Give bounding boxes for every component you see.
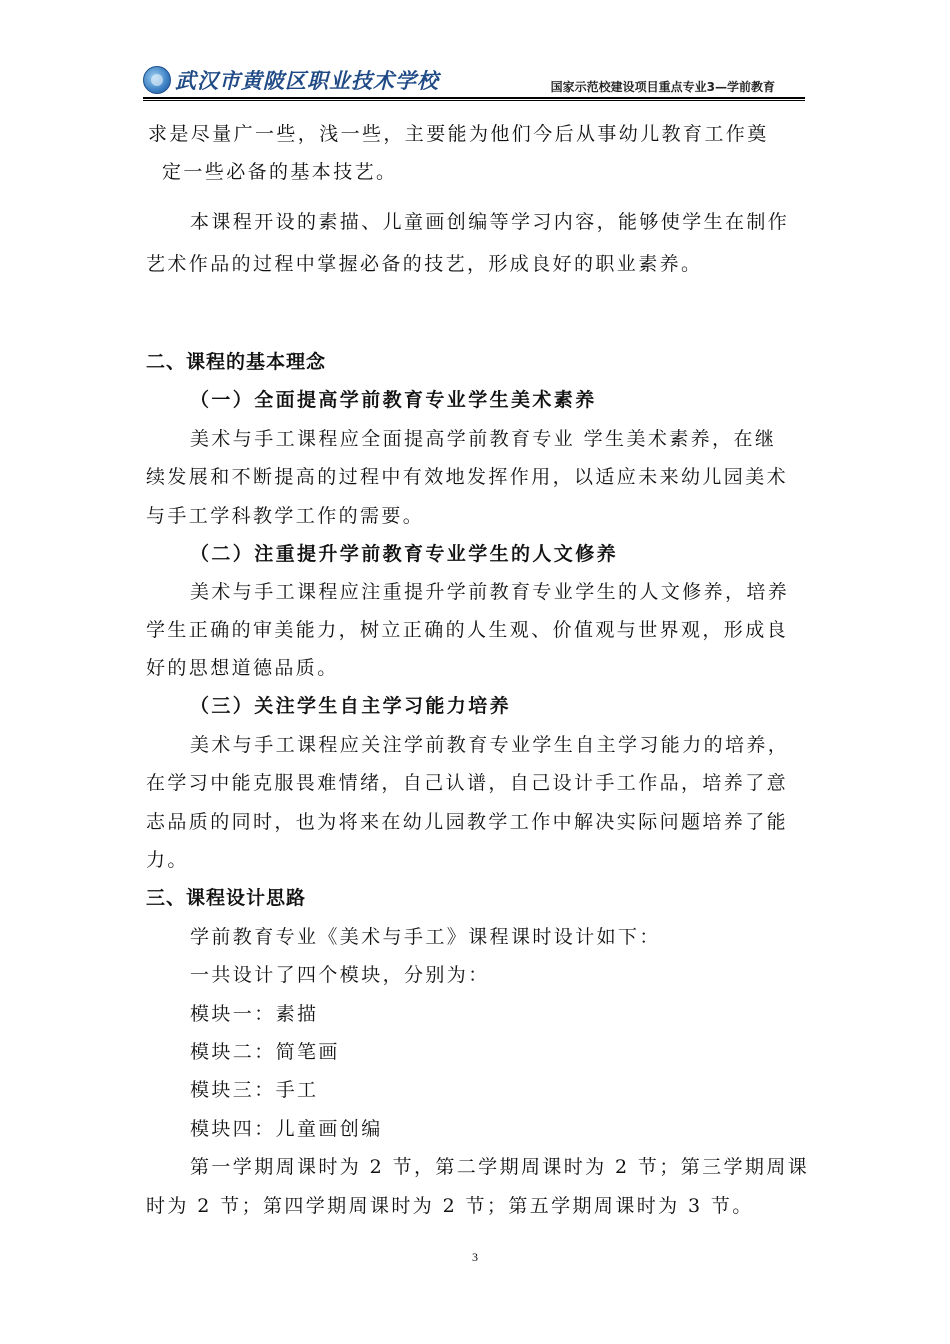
page-header: [143, 64, 805, 96]
paragraph-line: 一共设计了四个模块，分别为：: [190, 964, 490, 986]
paragraph-line: 本课程开设的素描、儿童画创编等学习内容，能够使学生在制作: [190, 211, 790, 233]
paragraph-line: 在学习中能克服畏难情绪，自己认谱，自己设计手工作品，培养了意: [146, 772, 789, 794]
header-project-title: 国家示范校建设项目重点专业3—学前教育: [550, 80, 775, 94]
paragraph-line: 时为 2 节；第四学期周课时为 2 节；第五学期周课时为 3 节。: [146, 1195, 754, 1217]
paragraph-line: 力。: [146, 849, 189, 871]
paragraph-line: 学生正确的审美能力，树立正确的人生观、价值观与世界观，形成良: [146, 619, 789, 641]
paragraph-line: 求是尽量广一些，浅一些，主要能为他们今后从事幼儿教育工作奠: [148, 123, 769, 145]
list-item: 模块三：手工: [190, 1079, 319, 1101]
paragraph-line: 志品质的同时，也为将来在幼儿园教学工作中解决实际问题培养了能: [146, 811, 789, 833]
subsection-heading: （二）注重提升学前教育专业学生的人文修养: [190, 543, 619, 565]
section-heading: 二、课程的基本理念: [146, 351, 327, 373]
header-rule: [143, 97, 805, 99]
paragraph-line: 好的思想道德品质。: [146, 657, 339, 679]
paragraph-line: 与手工学科教学工作的需要。: [146, 505, 425, 527]
paragraph-line: 美术与手工课程应关注学前教育专业学生自主学习能力的培养，: [190, 734, 790, 756]
list-item: 模块二：简笔画: [190, 1041, 340, 1063]
subsection-heading: （三）关注学生自主学习能力培养: [190, 695, 512, 717]
paragraph-line: 艺术作品的过程中掌握必备的技艺，形成良好的职业素养。: [146, 253, 703, 275]
list-item: 模块一：素描: [190, 1003, 319, 1025]
paragraph-line: 第一学期周课时为 2 节，第二学期周课时为 2 节；第三学期周课: [190, 1156, 810, 1178]
paragraph-line: 美术与手工课程应注重提升学前教育专业学生的人文修养，培养: [190, 581, 790, 603]
school-logo: [143, 64, 439, 96]
section-heading: 三、课程设计思路: [146, 887, 307, 909]
paragraph-line: 定一些必备的基本技艺。: [162, 161, 398, 183]
school-name: 武汉市黄陂区职业技术学校: [175, 69, 439, 93]
subsection-heading: （一）全面提高学前教育专业学生美术素养: [190, 389, 597, 411]
paragraph-line: 续发展和不断提高的过程中有效地发挥作用，以适应未来幼儿园美术: [146, 466, 789, 488]
school-emblem-icon: [143, 66, 171, 94]
header-rule-thin: [143, 100, 805, 101]
list-item: 模块四：儿童画创编: [190, 1118, 383, 1140]
page-number: 3: [472, 1250, 478, 1264]
paragraph-line: 美术与手工课程应全面提高学前教育专业 学生美术素养，在继: [190, 428, 777, 450]
paragraph-line: 学前教育专业《美术与手工》课程课时设计如下：: [190, 926, 661, 948]
